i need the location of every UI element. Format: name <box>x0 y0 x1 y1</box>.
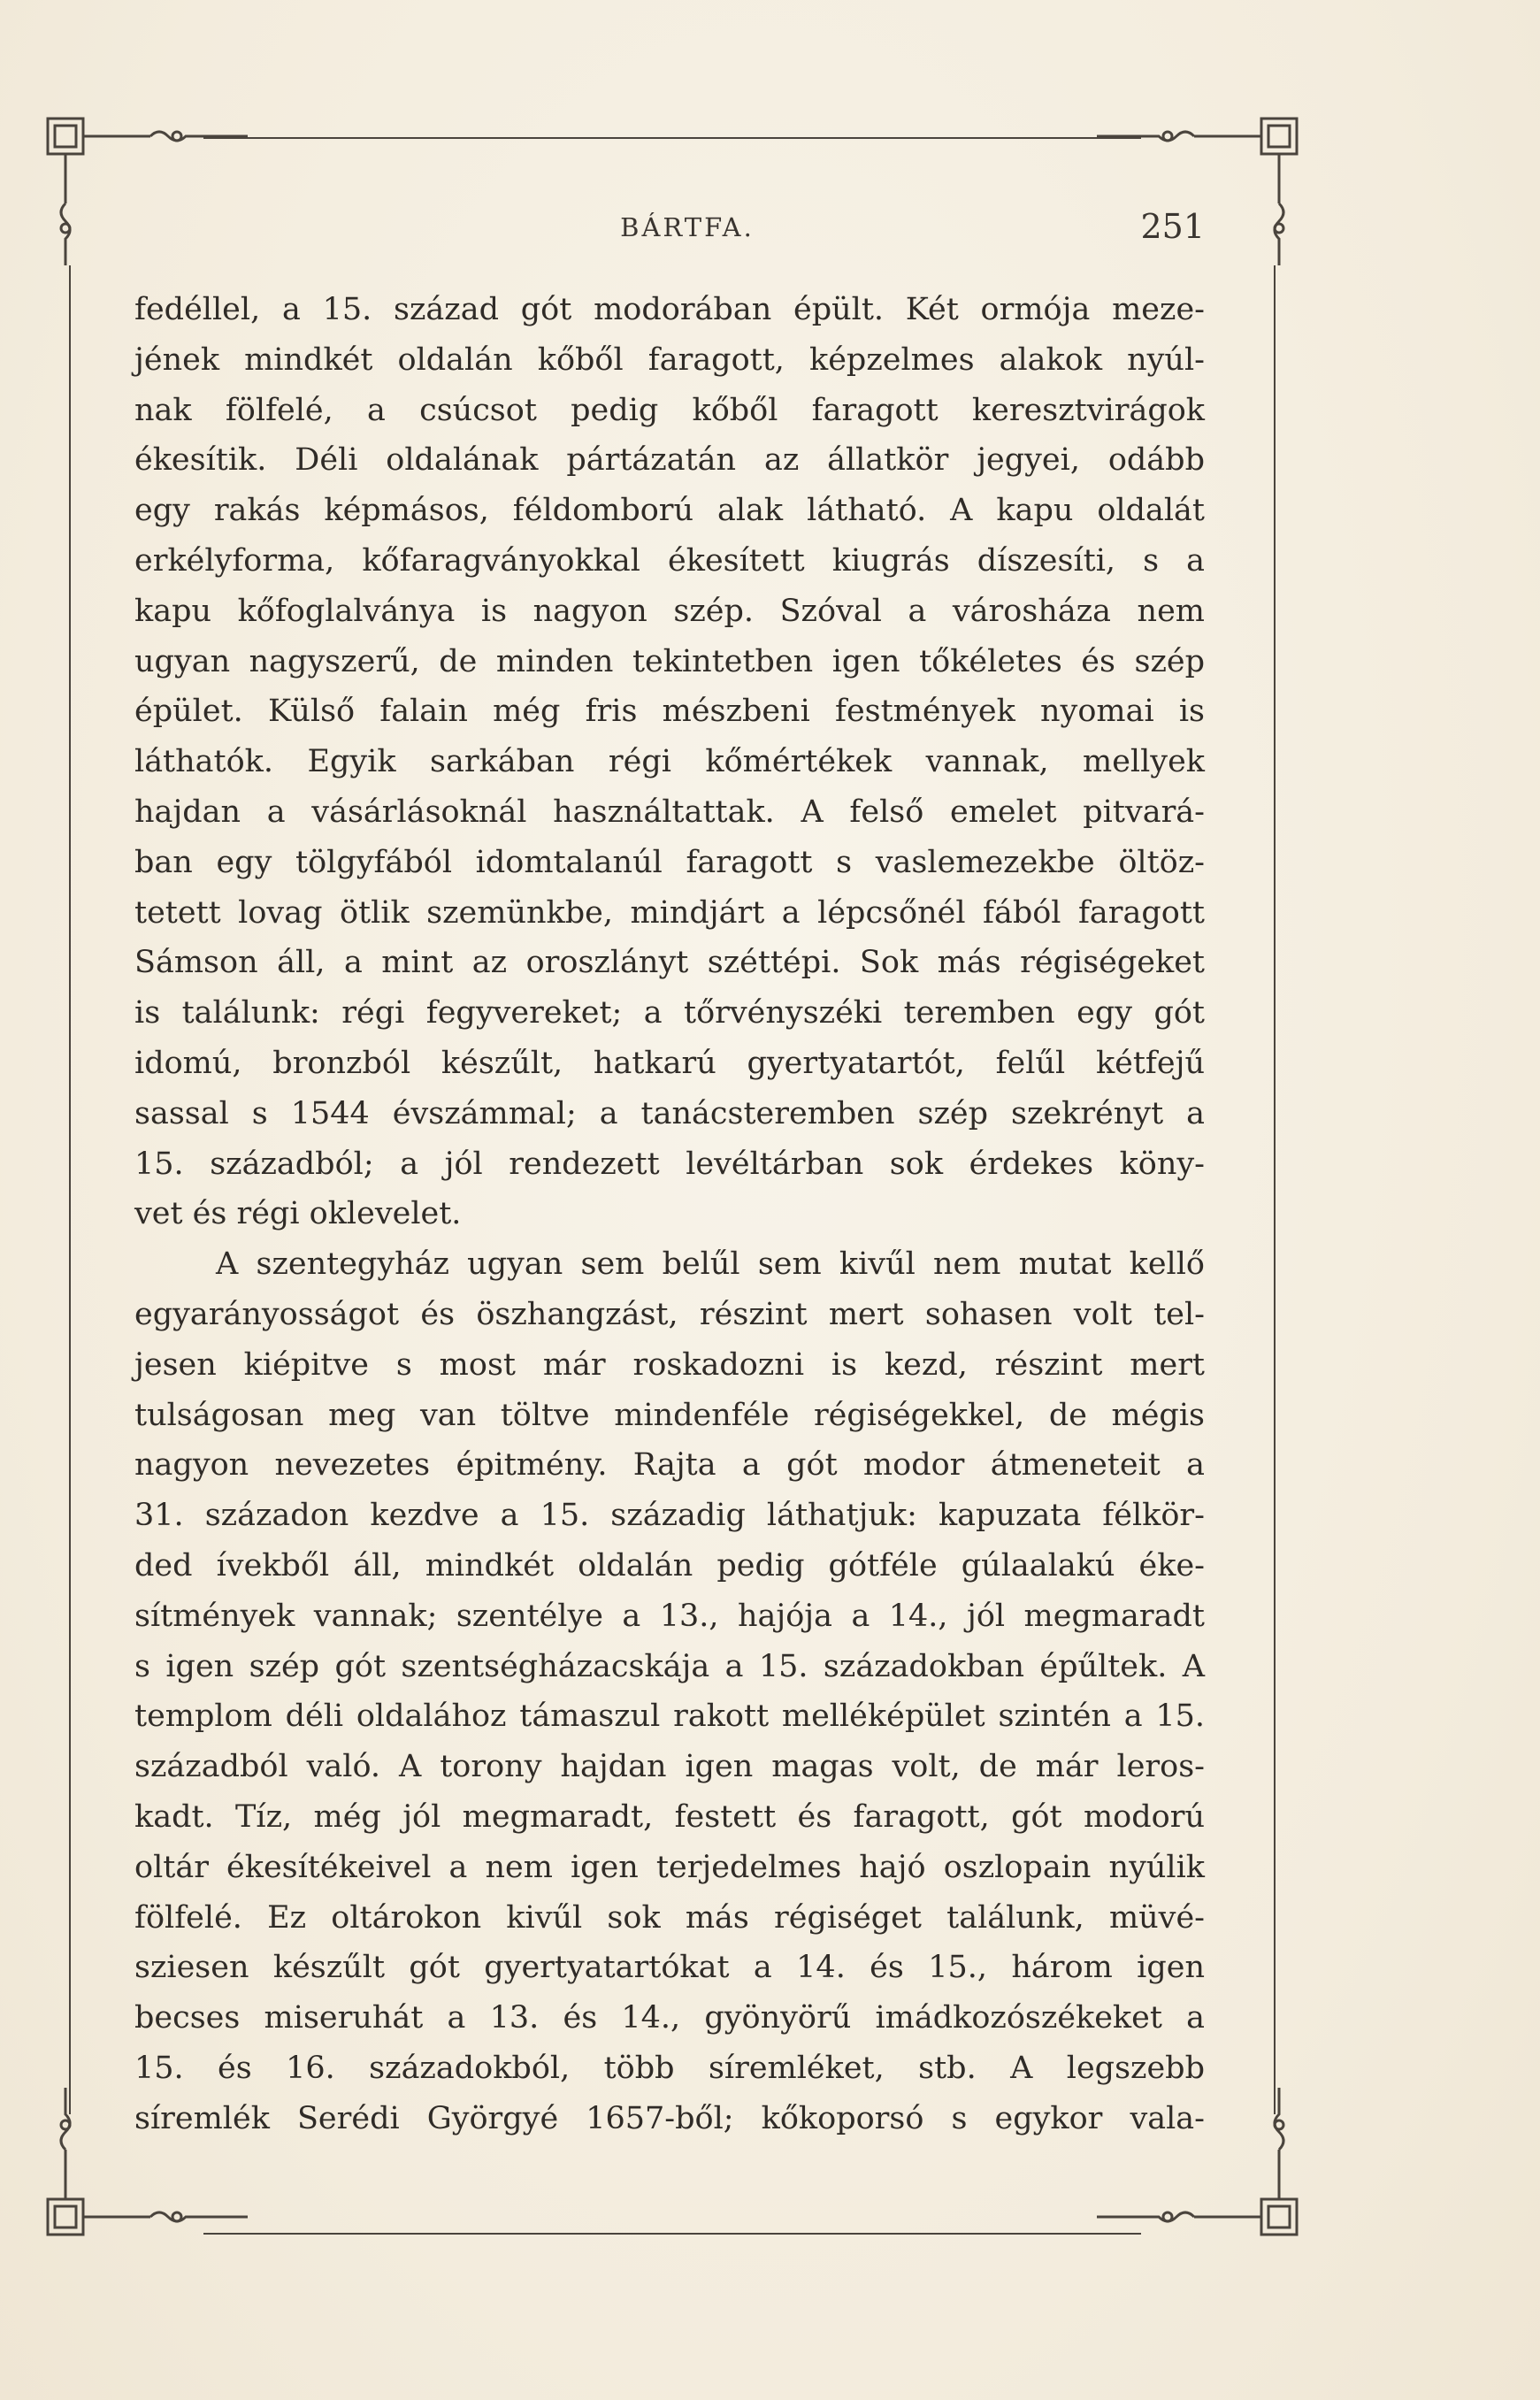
paragraph-2 <box>134 1239 1205 2143</box>
text-line: 15. és 16. századokból, több síremléket, stb. A legszebb <box>134 2050 1205 2086</box>
text-line: 15. századból; a jól rendezett levéltárban sok érdekes köny- <box>134 1146 1205 1182</box>
body-text <box>134 285 1205 2143</box>
text-line: A szentegyház ugyan sem belűl sem kivűl nem mutat kellő <box>216 1246 1205 1283</box>
text-line: századból való. A torony hajdan igen magas volt, de már leros- <box>134 1749 1205 1785</box>
text-line: hajdan a vásárlásoknál használtattak. A felső emelet pitvará- <box>134 794 1205 830</box>
text-line: erkélyforma, kőfaragványokkal ékesített kiugrás díszesíti, s a <box>134 542 1205 579</box>
text-line: tulságosan meg van töltve mindenféle régiségekkel, de mégis <box>134 1397 1205 1433</box>
text-line: fedéllel, a 15. század gót modorában épült. Két ormója meze- <box>134 292 1205 327</box>
text-line: sziesen készűlt gót gyertyatartókat a 14. és 15., három igen <box>134 1950 1205 1986</box>
text-line: fölfelé. Ez oltárokon kivűl sok más régiséget találunk, müvé- <box>134 1899 1205 1936</box>
text-line: kadt. Tíz, még jól megmaradt, festett és faragott, gót modorú <box>134 1798 1205 1835</box>
text-line: oltár ékesítékeivel a nem igen terjedelmes hajó oszlopain nyúlik <box>134 1849 1205 1885</box>
text-line: egy rakás képmásos, féldomború alak látható. A kapu oldalát <box>134 493 1205 529</box>
text-line: síremlék Serédi Györgyé 1657-ből; kőkoporsó s egykor vala- <box>134 2100 1205 2136</box>
text-line: egyarányosságot és öszhangzást, részint mert sohasen volt tel- <box>134 1296 1205 1332</box>
text-line: sassal s 1544 évszámmal; a tanácsteremben szép szekrényt a <box>134 1095 1205 1131</box>
text-line: jének mindkét oldalán kőből faragott, képzelmes alakok nyúl- <box>134 341 1205 378</box>
text-line: nagyon nevezetes épitmény. Rajta a gót modor átmeneteit a <box>134 1447 1205 1484</box>
text-line: ugyan nagyszerű, de minden tekintetben igen tőkéletes és szép <box>134 643 1205 679</box>
text-line: tetett lovag ötlik szemünkbe, mindjárt a lépcsőnél fából faragott <box>134 894 1205 931</box>
text-line: kapu kőfoglalványa is nagyon szép. Szóval a városháza nem <box>134 593 1205 629</box>
text-line: templom déli oldalához támaszul rakott melléképület szintén a 15. <box>134 1698 1205 1735</box>
text-line: idomú, bronzból készűlt, hatkarú gyertyatartót, felűl kétfejű <box>134 1045 1205 1081</box>
text-line: ékesítik. Déli oldalának pártázatán az állatkör jegyei, odább <box>134 442 1205 479</box>
running-title: BÁRTFA. <box>620 212 755 242</box>
text-line: becses miseruhát a 13. és 14., gyönyörű imádkozószékeket a <box>134 2000 1205 2036</box>
text-line: s igen szép gót szentségházacskája a 15. századokban épűltek. A <box>134 1648 1205 1684</box>
text-line: is találunk: régi fegyvereket; a tőrvényszéki teremben egy gót <box>134 995 1205 1031</box>
text-line: vet és régi oklevelet. <box>134 1196 462 1232</box>
text-line: sítmények vannak; szentélye a 13., hajója a 14., jól megmaradt <box>134 1598 1205 1634</box>
page-number: 251 <box>1140 207 1205 246</box>
text-line: jesen kiépitve s most már roskadozni is kezd, részint mert <box>134 1346 1205 1383</box>
text-line: láthatók. Egyik sarkában régi kőmértékek vannak, mellyek <box>134 744 1205 780</box>
paragraph-1 <box>134 285 1205 1239</box>
border-bottom-rule <box>203 2233 1141 2235</box>
border-right-rule <box>1274 265 1276 2114</box>
text-line: Sámson áll, a mint az oroszlányt széttépi. Sok más régiségeket <box>134 945 1205 981</box>
running-header <box>134 207 1205 257</box>
border-left-rule <box>69 265 71 2114</box>
text-line: épület. Külső falain még fris mészbeni festmények nyomai is <box>134 694 1205 730</box>
text-line: nak fölfelé, a csúcsot pedig kőből faragott keresztvirágok <box>134 392 1205 428</box>
border-top-rule <box>203 137 1141 139</box>
text-line: 31. századon kezdve a 15. századig láthatjuk: kapuzata félkör- <box>134 1498 1205 1534</box>
text-line: ban egy tölgyfából idomtalanúl faragott s vaslemezekbe öltöz- <box>134 844 1205 880</box>
text-line: ded ívekből áll, mindkét oldalán pedig gótféle gúlaalakú éke- <box>134 1547 1205 1583</box>
